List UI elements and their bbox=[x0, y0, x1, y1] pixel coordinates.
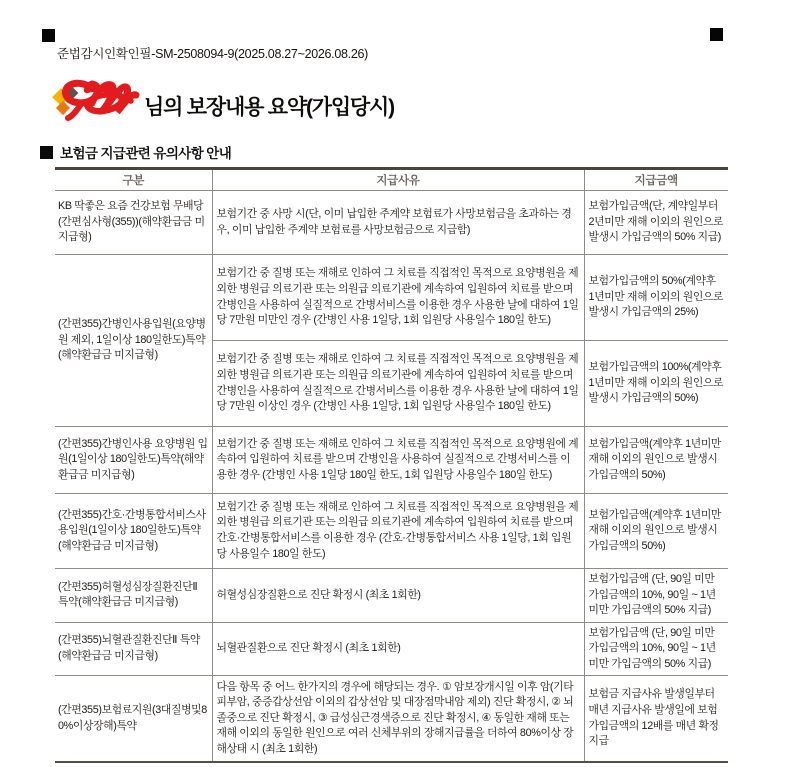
table-row bbox=[55, 255, 728, 341]
reason-cell: 보험기간 중 사망 시(단, 이미 납입한 주계약 보험료가 사망보험금을 초과하는 경우, 이미 납입한 주계약 보험료를 사망보험금으로 지급함) bbox=[212, 191, 584, 255]
amount-cell: 보험가입금액(계약후 1년미만 재해 이외의 원인으로 발생시 가입금액의 50%) bbox=[584, 494, 728, 569]
amount-cell: 보험가입금액의 100%(계약후 1년미만 재해 이외의 원인으로 발생시 가입금액의 50%) bbox=[584, 341, 728, 427]
section-heading bbox=[40, 142, 231, 162]
reason-cell: 보험기간 중 질병 또는 재해로 인하여 그 치료를 직접적인 목적으로 요양병원을 제외한 병원급 의료기관 또는 의원급 의료기관에 계속하여 입원하여 치료를 받으며 간병인을 사용하여 실질적으로 간병서비스를 이용한 경우 사용한 날에 대하여 1일당 7만원 이상인 경우 (간병인 사용 1일당, 1회 입원당 사용일수 180일 한도) bbox=[212, 341, 584, 427]
compliance-approval-line: 준법감시인확인필-SM-2508094-9(2025.08.27~2026.08.26) bbox=[57, 47, 369, 61]
table-row bbox=[55, 569, 728, 623]
amount-cell: 보험가입금액(단, 계약일부터 2년미만 재해 이외의 원인으로 발생시 가입금액의 50% 지급) bbox=[584, 191, 728, 255]
amount-cell: 보험가입금액(계약후 1년미만 재해 이외의 원인으로 발생시 가입금액의 50%) bbox=[584, 427, 728, 494]
reason-cell: 보험기간 중 질병 또는 재해로 인하여 그 치료를 직접적인 목적으로 요양병원에 계속하여 입원하여 치료를 받으며 간병인을 사용하여 실질적으로 간병서비스를 이용한 경우 (간병인 사용 1일당 180일 한도, 1회 입원당 사용일수 180일 한도) bbox=[212, 427, 584, 494]
amount-cell: 보험가입금액 (단, 90일 미만 가입금액의 10%, 90일 ~ 1년미만 가입금액의 50% 지급) bbox=[584, 569, 728, 623]
reason-cell: 허혈성심장질환으로 진단 확정시 (최초 1회한) bbox=[212, 569, 584, 623]
table-row bbox=[55, 191, 728, 255]
category-cell: (간편355)뇌혈관질환진단Ⅱ 특약(해약환급금 미지급형) bbox=[55, 622, 212, 676]
category-cell: (간편355)간호·간병통합서비스사용입원(1일이상 180일한도)특약(해약환급금 미지급형) bbox=[55, 494, 212, 569]
col-header-category: 구분 bbox=[55, 169, 212, 191]
table-row bbox=[55, 494, 728, 569]
square-bullet-icon bbox=[40, 146, 53, 159]
col-header-reason: 지급사유 bbox=[212, 169, 584, 191]
print-mark-top-right bbox=[710, 28, 723, 41]
benefit-summary-table bbox=[55, 167, 728, 763]
category-cell: (간편355)허혈성심장질환진단Ⅱ 특약(해약환급금 미지급형) bbox=[55, 569, 212, 623]
reason-cell: 보험기간 중 질병 또는 재해로 인하여 그 치료를 직접적인 목적으로 요양병원을 제외한 병원급 의료기관 또는 의원급 의료기관에 계속하여 입원하여 치료를 받으며 간호·간병통합서비스를 이용한 경우 (간호·간병통합서비스 사용 1일당, 1회 입원당 사용일수 180일 한도) bbox=[212, 494, 584, 569]
amount-cell: 보험가입금액 (단, 90일 미만 가입금액의 10%, 90일 ~ 1년미만 가입금액의 50% 지급) bbox=[584, 622, 728, 676]
table-row bbox=[55, 427, 728, 494]
col-header-amount: 지급금액 bbox=[584, 169, 728, 191]
table-header-row bbox=[55, 169, 728, 191]
amount-cell: 보험가입금액의 50%(계약후 1년미만 재해 이외의 원인으로 발생시 가입금액의 25%) bbox=[584, 255, 728, 341]
category-cell: (간편355)간병인사용 요양병원 입원(1일이상 180일한도)특약(해약환급금 미지급형) bbox=[55, 427, 212, 494]
category-cell: (간편355)간병인사용입원(요양병원 제외, 1일이상 180일한도)특약(해약환급금 미지급형) bbox=[55, 255, 212, 427]
print-mark-top-left bbox=[42, 29, 55, 42]
reason-cell: 뇌혈관질환으로 진단 확정시 (최초 1회한) bbox=[212, 622, 584, 676]
name-redaction-scribble-icon bbox=[59, 77, 143, 124]
page-title: 님의 보장내용 요약(가입당시) bbox=[144, 96, 394, 119]
amount-cell: 보험금 지급사유 발생일부터 매년 지급사유 발생일에 보험가입금액의 12배를 매년 확정지급 bbox=[584, 676, 728, 762]
section-title: 보험금 지급관련 유의사항 안내 bbox=[60, 146, 232, 161]
table-row bbox=[55, 622, 728, 676]
category-cell: KB 딱좋은 요즘 건강보험 무배당(간편심사형(355))(해약환급금 미지급형) bbox=[55, 191, 212, 255]
reason-cell: 다음 항목 중 어느 한가지의 경우에 해당되는 경우. ① 암보장개시일 이후 암(기타피부암, 중증갑상선암 이외의 갑상선암 및 대장점막내암 제외) 진단 확정시, ② 뇌졸중으로 진단 확정시, ③ 급성심근경색증으로 진단 확정시, ④ 동일한 재해 또는 재해 이외의 동일한 원인으로 여러 신체부위의 장해지급률을 더하여 80%이상 장해상태 시 (최초 1회한) bbox=[212, 676, 584, 762]
table-row bbox=[55, 676, 728, 762]
reason-cell: 보험기간 중 질병 또는 재해로 인하여 그 치료를 직접적인 목적으로 요양병원을 제외한 병원급 의료기관 또는 의원급 의료기관에 계속하여 입원하여 치료를 받으며 간병인을 사용하여 실질적으로 간병서비스를 이용한 경우 사용한 날에 대하여 1일당 7만원 미만인 경우 (간병인 사용 1일당, 1회 입원당 사용일수 180일 한도) bbox=[212, 255, 584, 341]
category-cell: (간편355)보험료지원(3대질병및80%이상장해)특약 bbox=[55, 676, 212, 762]
